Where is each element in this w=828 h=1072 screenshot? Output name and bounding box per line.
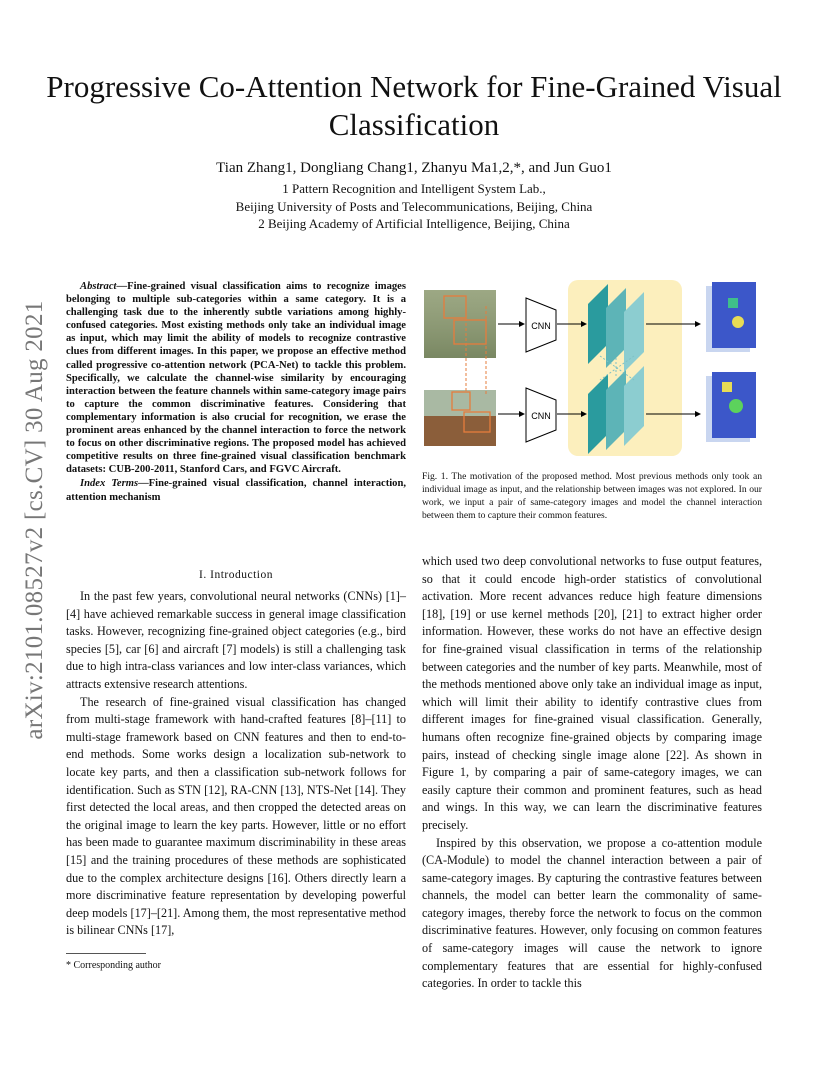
intro-paragraph: In the past few years, convolutional neural networks (CNNs) [1]–[4] have achieved remarkable success in general image classification tasks. However, recognizing fine-grained object categories (e.g., bird species [5], car [6] and aircraft [7] models) is still a challenging task due to high intra-class variances and low inter-class variances, which attracts extensive research attentions. — [66, 589, 406, 691]
affiliation-line: Beijing University of Posts and Telecommunications, Beijing, China — [235, 198, 593, 214]
section-heading: I. Introduction — [199, 569, 273, 581]
abstract — [66, 280, 406, 504]
index-terms-text: —Fine-grained visual classification, channel interaction, attention mechanism — [66, 478, 406, 503]
affiliations — [40, 180, 788, 233]
attention-map-top — [712, 282, 756, 348]
intro-paragraph: The research of fine-grained visual classification has changed from multi-stage framework with hand-crafted features [8]–[11] to multi-stage framework based on CNN features and then to end-to-end methods. Some works design a localization sub-network to locate key parts, and then a classification sub-network follows for identification. Such as STN [12], RA-CNN [13], NTS-Net [14]. They first detected the local areas, and then cropped the detected areas on the original image to learn the key parts. However, little or no effort has been made to guarantee maximum discriminability in these areas [15] and the training procedures of these methods are sophisticated due to the complex architecture designs [16]. Others directly learn a more discriminative feature representation by developing powerful deep models [17]–[21]. Among them, the most representative method is bilinear CNNs [17], — [66, 694, 406, 938]
index-terms-label: Index Terms — [80, 478, 139, 490]
arxiv-id: arXiv:2101.08527v2 [cs.CV] 30 Aug 2021 — [21, 300, 48, 740]
author-list: Tian Zhang1, Dongliang Chang1, Zhanyu Ma1,2,*, and Jun Guo1 — [216, 160, 612, 176]
figure-caption: Fig. 1. The motivation of the proposed method. Most previous methods only took an individual image as input, and the relationship between images was not explored. In our work, we input a pair of same-category images and model the channel interaction between them to capture their common features. — [422, 471, 762, 521]
figure-diagram — [420, 276, 762, 458]
right-column-body — [422, 553, 762, 993]
abstract-text: —Fine-grained visual classification aims to recognize images belonging to multiple sub-categories within a same category. It is a challenging task due to the inherently subtle variations among highly-confused categories. Most existing methods only take an individual image as input, which may limit the ability of models to recognize contrastive clues from different images. In this paper, we propose an effective method called progressive co-attention network (PCA-Net) to tackle this problem. Specifically, we calculate the channel-wise similarity by encouraging interaction between the feature channels within same-category image pairs to capture the common discriminative features. Considering that complementary information is also crucial for recognition, we erase the prominent areas enhanced by the channel interaction to force the network to focus on other discriminative regions. The proposed model has achieved competitive results on three fine-grained visual classification benchmark datasets: CUB-200-2011, Stanford Cars, and FGVC Aircraft. — [66, 281, 406, 476]
footnote-divider — [66, 953, 146, 954]
left-column-body — [66, 588, 406, 940]
arxiv-watermark — [22, 280, 48, 760]
cnn-label-bottom: CNN — [531, 411, 551, 421]
cnn-label-top: CNN — [531, 321, 551, 331]
paper-title: Progressive Co-Attention Network for Fine-Grained Visual Classification — [46, 69, 782, 142]
footnote: * Corresponding author — [66, 960, 161, 971]
body-paragraph: which used two deep convolutional networks to fuse output features, so that it could encode high-order statistics of convolutional activation. More recent advances reduce high feature dimensions [18], [19] or use kernel methods [20], [21] to extract higher order information. However, these works do not have an effective design for fine-grained visual classification in terms of the relationship between categories and the number of key parts. Meanwhile, most of the methods mentioned above only take an individual image as input, which will limit their ability to identify contrastive clues from different images for fine-grained visual classification. Generally, humans often recognize fine-grained objects by comparing image pairs, instead of checking single image alone [22]. As shown in Figure 1, by comparing a pair of same-category images, we can easily capture their common and prominent features, such as head and wings. In this way, we can learn the discriminative features precisely. — [422, 554, 762, 832]
body-paragraph: Inspired by this observation, we propose a co-attention module (CA-Module) to model the channel interaction between a pair of same-category images. By capturing the contrastive features between channels, the model can better learn the commonality of same-category images, thereby force the network to focus on the common discriminative features. However, only focusing on common features of same-category images will cause the network to ignore complementary features that are essential for highly-confused categories. In order to tackle this — [422, 835, 762, 991]
affiliation-line: 1 Pattern Recognition and Intelligent System Lab., — [282, 181, 546, 196]
affiliation-line: 2 Beijing Academy of Artificial Intelligence, Beijing, China — [258, 216, 570, 231]
figure-1 — [420, 276, 762, 458]
abstract-label: Abstract — [80, 281, 117, 292]
